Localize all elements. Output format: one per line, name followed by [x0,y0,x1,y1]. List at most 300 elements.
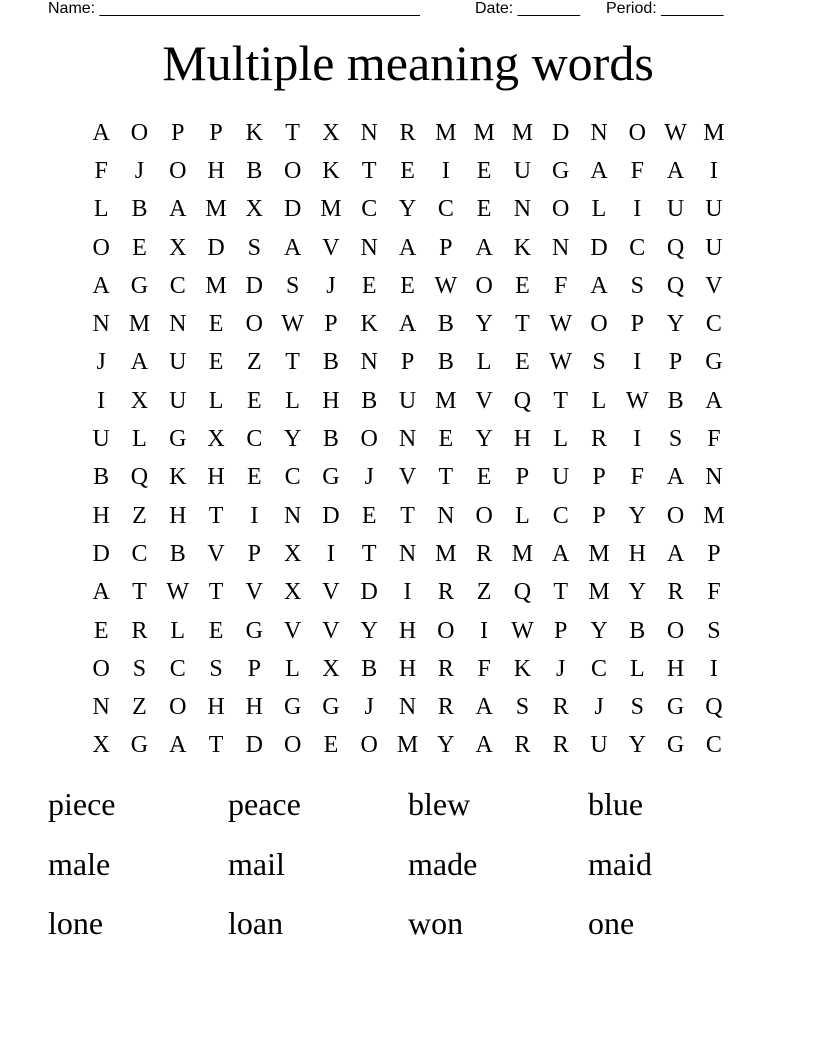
grid-letter: A [92,119,110,146]
grid-letter: E [476,157,492,184]
grid-letter: Q [666,234,685,261]
grid-letter: E [132,234,147,261]
grid-letter: H [666,655,685,682]
grid-letter: R [514,732,531,759]
grid-letter: O [475,272,493,299]
grid-letter: O [628,119,646,146]
grid-letter: L [553,426,569,453]
grid-letter: R [552,694,569,721]
grid-letter: Y [590,617,608,644]
grid-letter: L [93,196,109,223]
grid-letter: V [245,579,263,606]
grid-letter: B [667,387,684,414]
grid-letter: M [320,196,342,223]
grid-letter: U [552,464,570,491]
grid-letter: P [630,311,644,338]
grid-letter: R [399,119,416,146]
grid-letter: V [322,234,340,261]
grid-letter: E [361,502,377,529]
grid-letter: T [208,579,224,606]
grid-letter: X [169,234,187,261]
grid-letter: R [591,426,608,453]
word-bank-item: blew [408,786,471,822]
grid-letter: O [360,732,378,759]
grid-letter: E [400,157,415,184]
grid-letter: W [511,617,534,644]
grid-letter: P [400,349,415,376]
grid-letter: M [435,540,457,567]
grid-letter: Z [476,579,492,606]
grid-letter: A [169,196,187,223]
grid-letter: M [703,502,725,529]
grid-letter: S [285,272,300,299]
grid-letter: Q [666,272,685,299]
grid-letter: L [132,426,147,453]
grid-letter: X [322,119,340,146]
grid-letter: I [709,157,718,184]
grid-letter: Y [398,196,417,223]
grid-letter: U [705,234,723,261]
grid-letter: H [169,502,187,529]
grid-letter: Y [628,579,646,606]
grid-letter: C [705,311,722,338]
grid-letter: L [208,387,224,414]
grid-letter: T [438,464,454,491]
grid-letter: H [628,540,646,567]
grid-letter: F [554,272,568,299]
word-bank-item: peace [228,786,301,822]
grid-letter: M [703,119,725,146]
grid-letter: M [435,119,457,146]
grid-letter: A [666,540,685,567]
grid-letter: Y [666,311,685,338]
grid-letter: D [245,272,263,299]
grid-letter: U [92,426,110,453]
grid-letter: I [97,387,106,414]
grid-letter: E [208,349,224,376]
grid-letter: X [322,655,340,682]
grid-letter: E [476,464,492,491]
grid-letter: A [475,732,493,759]
grid-letter: D [360,579,378,606]
grid-letter: K [360,311,378,338]
grid-letter: G [666,732,685,759]
grid-letter: B [361,655,378,682]
grid-letter: C [552,502,569,529]
grid-letter: Q [513,579,532,606]
grid-letter: G [130,732,149,759]
grid-letter: V [207,540,225,567]
word-bank-item: loan [228,905,284,941]
grid-letter: N [360,119,378,146]
grid-letter: F [94,157,108,184]
grid-letter: W [664,119,687,146]
grid-letter: E [247,387,262,414]
grid-letter: H [207,464,225,491]
date-field: Date: _______ [475,0,580,17]
grid-letter: R [131,617,148,644]
grid-letter: O [360,426,378,453]
grid-letter: L [285,655,300,682]
grid-letter: N [92,311,110,338]
grid-letter: Z [132,502,147,529]
grid-letter: T [208,732,224,759]
grid-letter: B [131,196,148,223]
grid-letter: D [590,234,608,261]
grid-letter: O [169,694,187,721]
grid-letter: S [707,617,721,644]
grid-letter: E [361,272,377,299]
grid-letter: H [245,694,263,721]
grid-letter: O [92,234,110,261]
grid-letter: P [592,464,606,491]
grid-letter: U [590,732,608,759]
grid-letter: O [130,119,149,146]
grid-letter: R [437,579,454,606]
grid-letter: A [398,311,417,338]
grid-letter: N [283,502,302,529]
grid-letter: T [553,387,569,414]
grid-letter: H [398,617,417,644]
grid-letter: N [513,196,532,223]
grid-letter: A [169,732,187,759]
grid-letter: K [245,119,263,146]
word-bank-item: mail [228,845,285,882]
grid-letter: D [92,540,110,567]
grid-letter: Z [247,349,262,376]
grid-letter: Y [283,426,302,453]
grid-letter: H [207,157,225,184]
grid-letter: S [209,655,223,682]
grid-letter: B [169,540,186,567]
grid-letter: I [326,540,335,567]
grid-letter: O [475,502,493,529]
grid-letter: M [205,272,227,299]
grid-letter: R [667,579,684,606]
grid-letter: T [285,349,300,376]
grid-letter: P [554,617,568,644]
grid-letter: A [130,349,149,376]
grid-letter: H [322,387,340,414]
grid-letter: M [511,540,534,567]
grid-letter: A [666,157,685,184]
grid-letter: L [170,617,186,644]
grid-letter: A [398,234,417,261]
grid-letter: M [396,732,419,759]
grid-letter: A [705,387,723,414]
grid-letter: T [285,119,300,146]
grid-letter: M [473,119,495,146]
grid-letter: S [630,694,644,721]
grid-letter: V [283,617,302,644]
grid-letter: O [666,502,685,529]
grid-letter: V [475,387,493,414]
grid-letter: W [625,387,649,414]
grid-letter: X [283,540,302,567]
grid-letter: G [322,694,340,721]
grid-letter: I [403,579,412,606]
grid-letter: Q [705,694,723,721]
grid-letter: C [246,426,263,453]
grid-letter: P [439,234,453,261]
grid-letter: E [208,617,224,644]
grid-letter: T [361,157,377,184]
grid-letter: I [250,502,259,529]
grid-letter: J [134,157,145,184]
grid-letter: G [283,694,302,721]
worksheet-header [48,0,748,20]
grid-letter: Y [360,617,378,644]
grid-letter: E [400,272,415,299]
grid-letter: U [169,387,187,414]
grid-letter: N [360,349,378,376]
grid-letter: P [668,349,683,376]
grid-letter: N [360,234,378,261]
grid-letter: U [169,349,187,376]
word-bank-item: one [588,905,635,941]
grid-letter: B [322,426,339,453]
grid-letter: L [591,387,607,414]
grid-letter: A [552,540,570,567]
grid-letter: M [588,579,610,606]
grid-letter: N [590,119,608,146]
grid-letter: P [592,502,606,529]
grid-letter: B [361,387,378,414]
grid-letter: U [705,196,723,223]
grid-letter: K [513,234,532,261]
grid-letter: G [169,426,187,453]
grid-letter: F [707,426,721,453]
grid-letter: Q [130,464,149,491]
grid-letter: X [283,579,302,606]
grid-letter: X [130,387,149,414]
grid-letter: U [398,387,417,414]
grid-letter: I [633,349,642,376]
grid-letter: D [322,502,340,529]
page-title: Multiple meaning words [162,35,654,91]
grid-letter: N [398,694,417,721]
grid-letter: H [207,694,225,721]
grid-letter: P [209,119,223,146]
grid-letter: O [283,157,302,184]
grid-letter: M [511,119,534,146]
grid-letter: G [322,464,340,491]
grid-letter: P [247,540,262,567]
grid-letter: I [441,157,450,184]
grid-letter: V [322,579,340,606]
grid-letter: R [437,694,454,721]
grid-letter: S [668,426,683,453]
grid-letter: T [400,502,415,529]
grid-letter: D [552,119,570,146]
grid-letter: S [592,349,606,376]
grid-letter: Q [513,387,532,414]
grid-letter: C [169,272,186,299]
grid-letter: O [590,311,608,338]
grid-letter: R [437,655,454,682]
grid-letter: T [208,502,224,529]
grid-letter: E [247,464,262,491]
grid-letter: A [475,694,493,721]
grid-letter: F [477,655,491,682]
grid-letter: X [92,732,110,759]
grid-letter: I [633,426,642,453]
grid-letter: E [208,311,224,338]
grid-letter: N [398,540,417,567]
grid-letter: C [437,196,454,223]
letter-grid [82,114,733,765]
grid-letter: N [705,464,723,491]
grid-letter: M [128,311,151,338]
grid-letter: A [92,272,110,299]
grid-letter: I [480,617,489,644]
grid-letter: W [549,311,573,338]
grid-letter: A [92,579,110,606]
grid-letter: M [588,540,610,567]
grid-letter: W [166,579,190,606]
grid-letter: Y [628,502,646,529]
grid-letter: L [629,655,645,682]
grid-letter: A [590,272,608,299]
grid-letter: O [666,617,685,644]
grid-letter: Y [437,732,455,759]
grid-letter: O [283,732,302,759]
grid-letter: K [322,157,340,184]
grid-letter: N [552,234,570,261]
grid-letter: W [281,311,304,338]
grid-letter: O [552,196,570,223]
grid-letter: J [364,464,374,491]
grid-letter: N [398,426,417,453]
grid-letter: P [515,464,530,491]
grid-letter: L [591,196,607,223]
grid-letter: J [96,349,106,376]
grid-letter: S [630,272,644,299]
grid-letter: Y [628,732,646,759]
grid-letter: C [629,234,646,261]
grid-letter: F [707,579,721,606]
word-bank-item: male [48,845,111,882]
grid-letter: P [247,655,262,682]
grid-letter: G [552,157,570,184]
grid-letter: T [515,311,530,338]
grid-letter: X [245,196,263,223]
grid-letter: H [398,655,417,682]
word-bank-item: blue [588,786,644,822]
grid-letter: N [437,502,455,529]
grid-letter: B [437,349,454,376]
grid-letter: S [247,234,262,261]
grid-letter: T [132,579,147,606]
grid-letter: Y [475,311,493,338]
grid-letter: T [553,579,569,606]
grid-letter: U [666,196,685,223]
grid-letter: O [92,655,110,682]
grid-letter: B [629,617,646,644]
grid-letter: L [285,387,300,414]
grid-letter: G [245,617,263,644]
grid-letter: R [476,540,493,567]
grid-letter: L [476,349,492,376]
grid-letter: C [284,464,301,491]
grid-letter: S [515,694,530,721]
grid-letter: B [322,349,339,376]
grid-letter: E [323,732,339,759]
word-bank-item: lone [48,905,104,941]
grid-letter: S [132,655,147,682]
grid-letter: M [205,196,227,223]
grid-letter: A [590,157,608,184]
grid-letter: N [169,311,187,338]
word-bank-item: piece [48,786,116,822]
grid-letter: E [515,349,530,376]
grid-letter: A [666,464,685,491]
grid-letter: C [705,732,722,759]
grid-letter: L [515,502,530,529]
grid-letter: O [437,617,455,644]
grid-letter: P [707,540,721,567]
period-field: Period: _______ [606,0,724,17]
grid-letter: E [515,272,530,299]
grid-letter: C [361,196,378,223]
grid-letter: D [245,732,263,759]
word-bank-item: maid [588,845,652,882]
grid-letter: I [633,196,642,223]
grid-letter: R [552,732,569,759]
grid-letter: I [709,655,718,682]
grid-letter: W [434,272,458,299]
grid-letter: U [513,157,532,184]
grid-letter: E [93,617,109,644]
grid-letter: J [364,694,374,721]
grid-letter: P [324,311,338,338]
grid-letter: G [666,694,685,721]
grid-letter: K [169,464,187,491]
grid-letter: A [475,234,493,261]
grid-letter: Y [475,426,493,453]
grid-letter: C [131,540,148,567]
grid-letter: M [435,387,457,414]
grid-letter: H [92,502,110,529]
grid-letter: J [594,694,604,721]
grid-letter: B [93,464,110,491]
grid-letter: B [437,311,454,338]
grid-letter: G [705,349,723,376]
grid-letter: W [549,349,573,376]
grid-letter: V [705,272,723,299]
grid-letter: K [513,655,532,682]
grid-letter: F [630,464,644,491]
grid-letter: J [556,655,566,682]
grid-letter: F [630,157,644,184]
grid-letter: X [207,426,225,453]
grid-letter: G [130,272,149,299]
grid-letter: J [326,272,336,299]
grid-letter: P [171,119,185,146]
grid-letter: E [438,426,454,453]
grid-letter: H [513,426,532,453]
grid-letter: N [92,694,110,721]
word-bank-item: won [408,905,464,941]
grid-letter: B [246,157,263,184]
grid-letter: O [169,157,187,184]
grid-letter: V [322,617,340,644]
grid-letter: Z [132,694,147,721]
grid-letter: C [591,655,608,682]
name-field: Name: ____________________________________ [48,0,420,17]
grid-letter: A [283,234,302,261]
grid-letter: V [398,464,417,491]
